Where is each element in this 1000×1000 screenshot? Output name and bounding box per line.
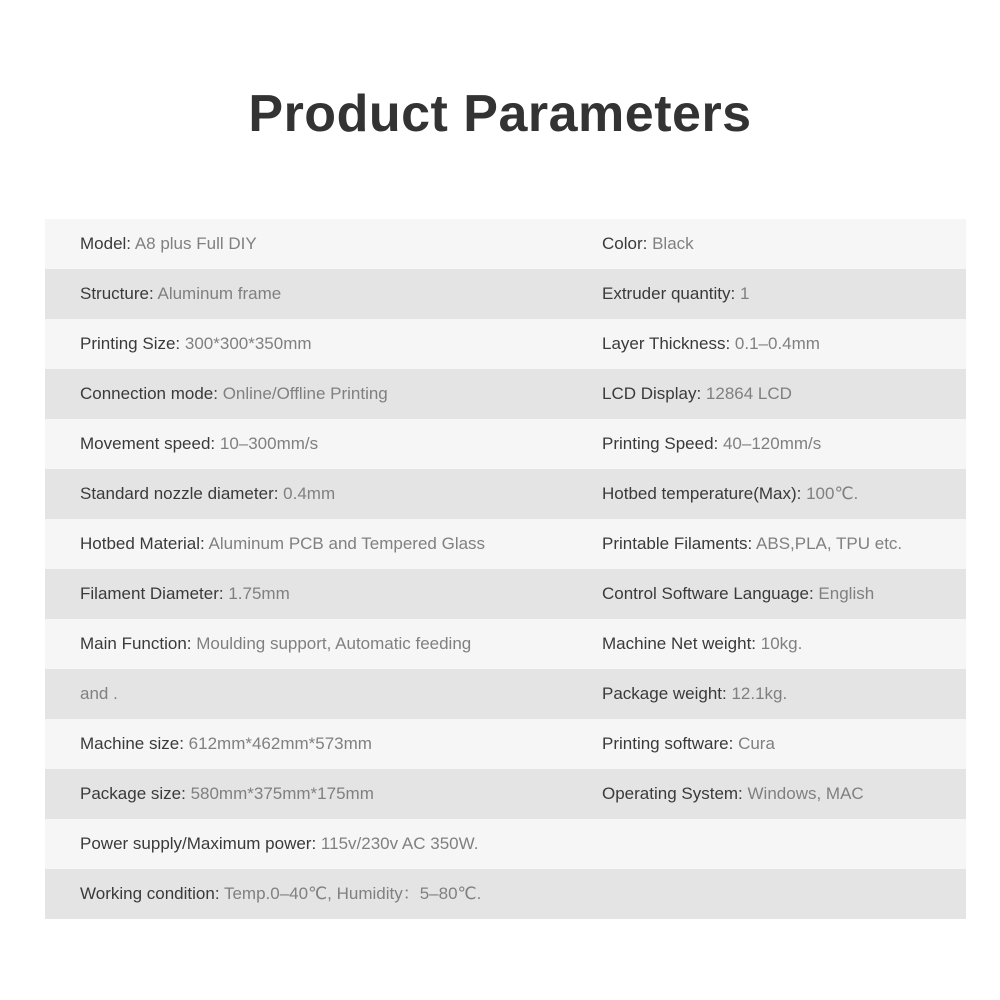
spec-row bbox=[45, 869, 966, 919]
spec-label: Filament Diameter: bbox=[80, 584, 229, 603]
spec-label: Printable Filaments: bbox=[602, 534, 757, 553]
spec-left-cell bbox=[80, 819, 478, 869]
spec-row bbox=[45, 819, 966, 869]
spec-label: Model: bbox=[80, 234, 135, 253]
spec-row bbox=[45, 519, 966, 569]
spec-right-cell bbox=[602, 669, 787, 719]
spec-left-cell bbox=[80, 369, 388, 419]
spec-value: 580mm*375mm*175mm bbox=[190, 784, 374, 803]
spec-value: 40–120mm/s bbox=[722, 434, 822, 453]
spec-value: Windows, MAC bbox=[747, 784, 864, 803]
spec-label: Movement speed: bbox=[80, 434, 220, 453]
spec-row bbox=[45, 769, 966, 819]
spec-right-cell bbox=[602, 569, 874, 619]
spec-left-cell bbox=[80, 569, 290, 619]
spec-label: Printing software: bbox=[602, 734, 739, 753]
spec-value: English bbox=[818, 584, 875, 603]
spec-table bbox=[45, 219, 966, 919]
spec-value: 1 bbox=[739, 284, 750, 303]
spec-right-cell bbox=[602, 319, 820, 369]
spec-right-cell bbox=[602, 219, 694, 269]
spec-right-cell bbox=[602, 519, 902, 569]
spec-label: Printing Size: bbox=[80, 334, 185, 353]
spec-value: 12864 LCD bbox=[705, 384, 792, 403]
spec-row bbox=[45, 369, 966, 419]
spec-left-cell bbox=[80, 419, 318, 469]
spec-label: Main Function: bbox=[80, 634, 197, 653]
spec-label: Working condition: bbox=[80, 884, 224, 903]
page-title: Product Parameters bbox=[248, 85, 752, 143]
spec-value: ABS,PLA, TPU etc. bbox=[756, 534, 903, 553]
spec-value: 300*300*350mm bbox=[184, 334, 312, 353]
spec-value: 0.1–0.4mm bbox=[734, 334, 820, 353]
spec-label: Operating System: bbox=[602, 784, 748, 803]
spec-value: Aluminum frame bbox=[157, 284, 282, 303]
spec-left-cell bbox=[80, 669, 118, 719]
spec-value: Moulding support, Automatic feeding bbox=[196, 634, 472, 653]
spec-left-cell bbox=[80, 719, 372, 769]
spec-value: Online/Offline Printing bbox=[222, 384, 388, 403]
spec-value: and . bbox=[80, 684, 118, 703]
spec-row bbox=[45, 469, 966, 519]
spec-row bbox=[45, 719, 966, 769]
spec-label: Layer Thickness: bbox=[602, 334, 735, 353]
spec-right-cell bbox=[602, 269, 749, 319]
spec-value: 115v/230v AC 350W. bbox=[320, 834, 479, 853]
spec-label: Control Software Language: bbox=[602, 584, 819, 603]
spec-label: Extruder quantity: bbox=[602, 284, 740, 303]
spec-right-cell bbox=[602, 369, 792, 419]
spec-left-cell bbox=[80, 319, 312, 369]
spec-row bbox=[45, 669, 966, 719]
spec-label: Color: bbox=[602, 234, 653, 253]
spec-label: Printing Speed: bbox=[602, 434, 723, 453]
spec-row bbox=[45, 569, 966, 619]
spec-row bbox=[45, 319, 966, 369]
spec-label: Hotbed Material: bbox=[80, 534, 209, 553]
spec-label: Hotbed temperature(Max): bbox=[602, 484, 807, 503]
spec-right-cell bbox=[602, 719, 775, 769]
spec-left-cell bbox=[80, 469, 335, 519]
spec-right-cell bbox=[602, 769, 864, 819]
spec-left-cell bbox=[80, 769, 374, 819]
spec-row bbox=[45, 419, 966, 469]
spec-value: 12.1kg. bbox=[731, 684, 788, 703]
spec-left-cell bbox=[80, 869, 481, 919]
spec-row bbox=[45, 619, 966, 669]
spec-label: Structure: bbox=[80, 284, 158, 303]
spec-label: Power supply/Maximum power: bbox=[80, 834, 321, 853]
spec-value: 612mm*462mm*573mm bbox=[188, 734, 372, 753]
spec-value: Cura bbox=[738, 734, 775, 753]
spec-value: A8 plus Full DIY bbox=[134, 234, 257, 253]
spec-value: 1.75mm bbox=[228, 584, 290, 603]
spec-row bbox=[45, 219, 966, 269]
spec-value: 10–300mm/s bbox=[219, 434, 319, 453]
spec-label: LCD Display: bbox=[602, 384, 706, 403]
spec-label: Package size: bbox=[80, 784, 191, 803]
spec-left-cell bbox=[80, 619, 471, 669]
spec-label: Machine Net weight: bbox=[602, 634, 761, 653]
spec-label: Standard nozzle diameter: bbox=[80, 484, 284, 503]
spec-label: Machine size: bbox=[80, 734, 189, 753]
spec-right-cell bbox=[602, 419, 821, 469]
spec-left-cell bbox=[80, 269, 281, 319]
spec-label: Package weight: bbox=[602, 684, 732, 703]
spec-row bbox=[45, 269, 966, 319]
spec-left-cell bbox=[80, 519, 485, 569]
spec-value: 10kg. bbox=[760, 634, 803, 653]
spec-right-cell bbox=[602, 469, 858, 519]
spec-value: Black bbox=[652, 234, 694, 253]
spec-value: Aluminum PCB and Tempered Glass bbox=[208, 534, 486, 553]
spec-left-cell bbox=[80, 219, 257, 269]
spec-label: Connection mode: bbox=[80, 384, 223, 403]
spec-value: Temp.0–40℃, Humidity：5–80℃. bbox=[223, 884, 482, 903]
spec-value: 100℃. bbox=[806, 484, 859, 503]
spec-right-cell bbox=[602, 619, 802, 669]
spec-value: 0.4mm bbox=[283, 484, 336, 503]
